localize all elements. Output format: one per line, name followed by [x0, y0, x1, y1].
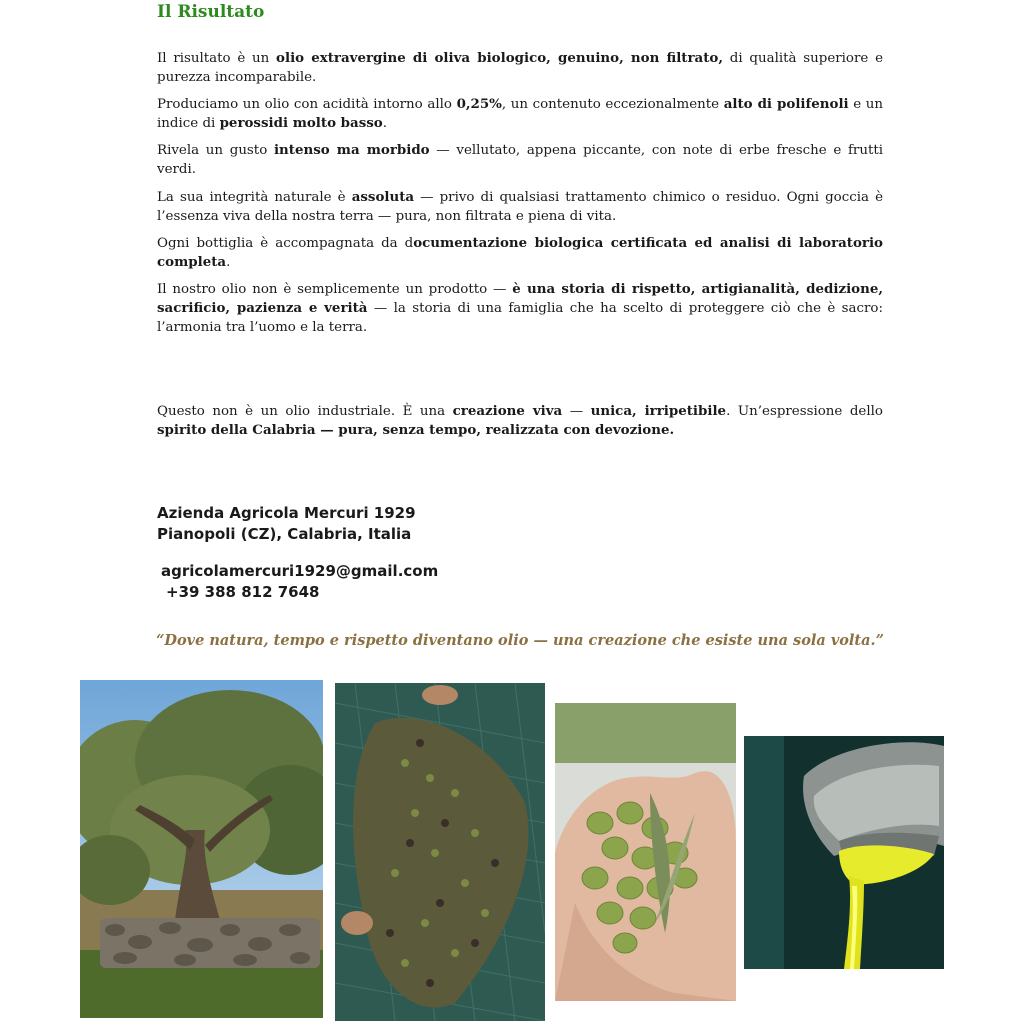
paragraph-story: Il nostro olio non è semplicemente un prodotto — è una storia di rispetto, artigianalità, dedizione, sacrificio, pazienza e verità — la storia di una famiglia che ha scelto di proteggere ciò che è sacro: l’armonia tra l’uomo e la terra. — [157, 281, 884, 335]
olive-tree-photo — [80, 680, 323, 1018]
paragraph-documentation: Ogni bottiglia è accompagnata da documentazione biologica certificata ed analisi di laboratorio completa. — [157, 235, 883, 270]
company-location: Pianopoli (CZ), Calabria, Italia — [157, 525, 412, 543]
paragraph-taste: Rivela un gusto intenso ma morbido — vellutato, appena piccante, con note di erbe fresche e frutti verdi. — [157, 142, 883, 177]
contact-block — [161, 561, 438, 603]
phone-number[interactable]: +39 388 812 7648 — [166, 583, 320, 601]
closing-quote: “Dove natura, tempo e rispetto diventano olio — una creazione che esiste una sola volta.” — [156, 632, 884, 649]
page-title: Il Risultato — [157, 2, 265, 22]
paragraph-acidity: Produciamo un olio con acidità intorno allo 0,25%, un contenuto eccezionalmente alto di polifenoli e un indice di perossidi molto basso. — [157, 96, 883, 131]
company-block — [157, 503, 416, 545]
paragraph-creation: Questo non è un olio industriale. È una creazione viva — unica, irripetibile. Un’espressione dello spirito della Calabria — pura, senza tempo, realizzata con devozione. — [157, 403, 883, 438]
email-link[interactable]: agricolamercuri1929@gmail.com — [161, 562, 439, 580]
olive-harvest-net-photo — [335, 683, 545, 1021]
paragraph-result: Il risultato è un olio extravergine di oliva biologico, genuino, non filtrato, di qualità superiore e purezza incomparabile. — [157, 50, 883, 85]
oil-pouring-photo — [744, 736, 944, 969]
paragraph-integrity: La sua integrità naturale è assoluta — privo di qualsiasi trattamento chimico o residuo. Ogni goccia è l’essenza viva della nostra terra — pura, non filtrata e piena di vita. — [157, 189, 883, 224]
company-name: Azienda Agricola Mercuri 1929 — [157, 504, 416, 522]
olives-in-hands-photo — [555, 703, 736, 1001]
